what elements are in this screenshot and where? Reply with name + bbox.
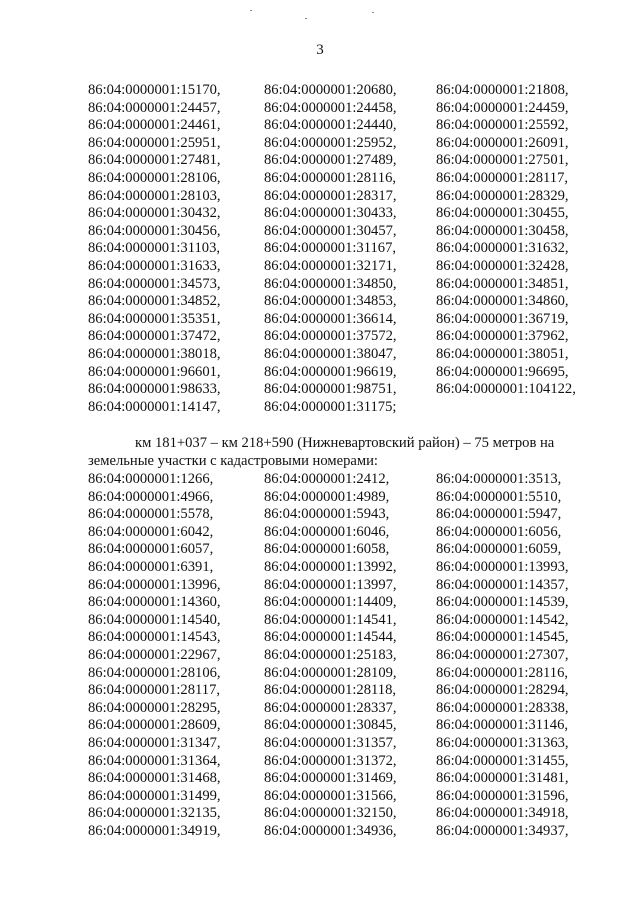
cadastral-number: 86:04:0000001:28106, xyxy=(88,169,221,186)
cadastral-number: 86:04:0000001:31103, xyxy=(88,240,221,257)
cadastral-number: 86:04:0000001:24461, xyxy=(88,117,221,134)
section-heading-continuation: земельные участки с кадастровыми номерами: xyxy=(88,452,378,469)
cadastral-number: 86:04:0000001:28329, xyxy=(436,187,569,204)
cadastral-number: 86:04:0000001:14544, xyxy=(264,629,397,646)
cadastral-number: 86:04:0000001:13996, xyxy=(88,576,221,593)
scan-speck xyxy=(250,10,252,11)
cadastral-number: 86:04:0000001:14357, xyxy=(436,576,569,593)
cadastral-number: 86:04:0000001:28116, xyxy=(436,664,569,681)
cadastral-number: 86:04:0000001:32428, xyxy=(436,257,569,274)
cadastral-number: 86:04:0000001:1266, xyxy=(88,471,214,487)
cadastral-number: 86:04:0000001:20680, xyxy=(264,82,397,98)
cadastral-number: 86:04:0000001:30457, xyxy=(264,222,397,239)
cadastral-number: 86:04:0000001:37472, xyxy=(88,328,221,345)
cadastral-number: 86:04:0000001:31347, xyxy=(88,734,221,751)
cadastral-number: 86:04:0000001:6042, xyxy=(88,523,214,540)
cadastral-number: 86:04:0000001:21808, xyxy=(436,82,569,98)
cadastral-number: 86:04:0000001:14542, xyxy=(436,611,569,628)
cadastral-number: 86:04:0000001:31363, xyxy=(436,734,569,751)
cadastral-number: 86:04:0000001:31566, xyxy=(264,787,397,804)
cadastral-number: 86:04:0000001:24459, xyxy=(436,99,569,116)
cadastral-number: 86:04:0000001:31167, xyxy=(264,240,397,257)
cadastral-number: 86:04:0000001:14541, xyxy=(264,611,397,628)
cadastral-number: 86:04:0000001:104122, xyxy=(436,381,576,398)
cadastral-number: 86:04:0000001:98633, xyxy=(88,381,221,398)
cadastral-number: 86:04:0000001:28109, xyxy=(264,664,397,681)
cadastral-number: 86:04:0000001:2412, xyxy=(264,471,390,487)
cadastral-number: 86:04:0000001:38047, xyxy=(264,345,397,362)
cadastral-number: 86:04:0000001:34853, xyxy=(264,293,397,310)
cadastral-number: 86:04:0000001:96601, xyxy=(88,363,221,380)
cadastral-number: 86:04:0000001:14539, xyxy=(436,594,569,611)
cadastral-number: 86:04:0000001:5510, xyxy=(436,488,562,505)
cadastral-number: 86:04:0000001:28338, xyxy=(436,699,569,716)
cadastral-number: 86:04:0000001:35351, xyxy=(88,310,221,327)
cadastral-number: 86:04:0000001:24457, xyxy=(88,99,221,116)
cadastral-list-1 xyxy=(88,82,588,416)
cadastral-number: 86:04:0000001:14409, xyxy=(264,594,397,611)
cadastral-number: 86:04:0000001:5947, xyxy=(436,506,562,523)
cadastral-number: 86:04:0000001:14147, xyxy=(88,398,221,415)
cadastral-number: 86:04:0000001:30433, xyxy=(264,205,397,222)
cadastral-number: 86:04:0000001:30456, xyxy=(88,222,221,239)
cadastral-number: 86:04:0000001:27501, xyxy=(436,152,569,169)
cadastral-number: 86:04:0000001:27481, xyxy=(88,152,221,169)
cadastral-number: 86:04:0000001:6059, xyxy=(436,541,562,558)
scan-speck xyxy=(305,18,307,19)
cadastral-number: 86:04:0000001:31455, xyxy=(436,752,569,769)
cadastral-number: 86:04:0000001:28337, xyxy=(264,699,397,716)
cadastral-number: 86:04:0000001:4966, xyxy=(88,488,214,505)
cadastral-number: 86:04:0000001:28295, xyxy=(88,699,221,716)
cadastral-number: 86:04:0000001:96619, xyxy=(264,363,397,380)
cadastral-number: 86:04:0000001:26091, xyxy=(436,134,569,151)
page-number: 3 xyxy=(316,42,324,58)
cadastral-list-2 xyxy=(88,471,588,840)
cadastral-number: 86:04:0000001:34918, xyxy=(436,805,569,822)
cadastral-number: 86:04:0000001:32135, xyxy=(88,805,221,822)
cadastral-number: 86:04:0000001:28609, xyxy=(88,717,221,734)
cadastral-number: 86:04:0000001:34936, xyxy=(264,822,397,839)
cadastral-number: 86:04:0000001:31632, xyxy=(436,240,569,257)
cadastral-number: 86:04:0000001:28116, xyxy=(264,169,397,186)
cadastral-number: 86:04:0000001:28317, xyxy=(264,187,397,204)
cadastral-number: 86:04:0000001:31633, xyxy=(88,257,221,274)
cadastral-number: 86:04:0000001:4989, xyxy=(264,488,390,505)
scan-speck xyxy=(372,12,374,13)
cadastral-number: 86:04:0000001:34852, xyxy=(88,293,221,310)
cadastral-number: 86:04:0000001:28294, xyxy=(436,682,569,699)
cadastral-number: 86:04:0000001:22967, xyxy=(88,646,221,663)
cadastral-number: 86:04:0000001:96695, xyxy=(436,363,569,380)
cadastral-number: 86:04:0000001:34851, xyxy=(436,275,569,292)
cadastral-number: 86:04:0000001:34860, xyxy=(436,293,569,310)
cadastral-number: 86:04:0000001:3513, xyxy=(436,471,562,487)
cadastral-number: 86:04:0000001:31468, xyxy=(88,770,221,787)
cadastral-number: 86:04:0000001:28117, xyxy=(88,682,221,699)
cadastral-number: 86:04:0000001:32171, xyxy=(264,257,397,274)
cadastral-number: 86:04:0000001:28117, xyxy=(436,169,569,186)
cadastral-number: 86:04:0000001:34850, xyxy=(264,275,397,292)
cadastral-number: 86:04:0000001:25183, xyxy=(264,646,397,663)
cadastral-number: 86:04:0000001:14540, xyxy=(88,611,221,628)
cadastral-number: 86:04:0000001:31364, xyxy=(88,752,221,769)
cadastral-number: 86:04:0000001:6046, xyxy=(264,523,390,540)
cadastral-number: 86:04:0000001:14360, xyxy=(88,594,221,611)
cadastral-number: 86:04:0000001:25951, xyxy=(88,134,221,151)
cadastral-number: 86:04:0000001:6056, xyxy=(436,523,562,540)
cadastral-number: 86:04:0000001:37962, xyxy=(436,328,569,345)
cadastral-number: 86:04:0000001:36614, xyxy=(264,310,397,327)
cadastral-number: 86:04:0000001:31357, xyxy=(264,734,397,751)
cadastral-number: 86:04:0000001:31481, xyxy=(436,770,569,787)
cadastral-number: 86:04:0000001:14545, xyxy=(436,629,569,646)
cadastral-number: 86:04:0000001:34919, xyxy=(88,822,221,839)
cadastral-number: 86:04:0000001:30458, xyxy=(436,222,569,239)
cadastral-number: 86:04:0000001:6057, xyxy=(88,541,214,558)
cadastral-number: 86:04:0000001:24458, xyxy=(264,99,397,116)
cadastral-number: 86:04:0000001:30455, xyxy=(436,205,569,222)
cadastral-number: 86:04:0000001:13992, xyxy=(264,558,397,575)
section-heading-line: км 181+037 – км 218+590 (Нижневартовский район) – 75 метров на xyxy=(135,435,555,451)
cadastral-number: 86:04:0000001:24440, xyxy=(264,117,397,134)
cadastral-number: 86:04:0000001:36719, xyxy=(436,310,569,327)
cadastral-number: 86:04:0000001:31499, xyxy=(88,787,221,804)
cadastral-number: 86:04:0000001:30845, xyxy=(264,717,397,734)
cadastral-number: 86:04:0000001:25592, xyxy=(436,117,569,134)
cadastral-number: 86:04:0000001:14543, xyxy=(88,629,221,646)
cadastral-number: 86:04:0000001:34937, xyxy=(436,822,569,839)
cadastral-number: 86:04:0000001:31146, xyxy=(436,717,569,734)
cadastral-number: 86:04:0000001:5578, xyxy=(88,506,214,523)
cadastral-number: 86:04:0000001:28106, xyxy=(88,664,221,681)
cadastral-number: 86:04:0000001:13993, xyxy=(436,558,569,575)
cadastral-number: 86:04:0000001:28118, xyxy=(264,682,397,699)
section-intro xyxy=(88,435,588,470)
cadastral-number: 86:04:0000001:25952, xyxy=(264,134,397,151)
cadastral-number: 86:04:0000001:31175; xyxy=(264,398,397,415)
cadastral-number: 86:04:0000001:30432, xyxy=(88,205,221,222)
cadastral-number: 86:04:0000001:98751, xyxy=(264,381,397,398)
cadastral-number: 86:04:0000001:5943, xyxy=(264,506,390,523)
cadastral-number: 86:04:0000001:31469, xyxy=(264,770,397,787)
cadastral-number xyxy=(436,399,588,417)
cadastral-number: 86:04:0000001:13997, xyxy=(264,576,397,593)
cadastral-number: 86:04:0000001:28103, xyxy=(88,187,221,204)
cadastral-number: 86:04:0000001:27307, xyxy=(436,646,569,663)
cadastral-number: 86:04:0000001:37572, xyxy=(264,328,397,345)
cadastral-number: 86:04:0000001:6391, xyxy=(88,558,214,575)
cadastral-number: 86:04:0000001:31372, xyxy=(264,752,397,769)
cadastral-number: 86:04:0000001:31596, xyxy=(436,787,569,804)
cadastral-number: 86:04:0000001:6058, xyxy=(264,541,390,558)
cadastral-number: 86:04:0000001:15170, xyxy=(88,82,221,98)
cadastral-number: 86:04:0000001:38051, xyxy=(436,345,569,362)
cadastral-number: 86:04:0000001:32150, xyxy=(264,805,397,822)
cadastral-number: 86:04:0000001:34573, xyxy=(88,275,221,292)
cadastral-number: 86:04:0000001:27489, xyxy=(264,152,397,169)
cadastral-number: 86:04:0000001:38018, xyxy=(88,345,221,362)
